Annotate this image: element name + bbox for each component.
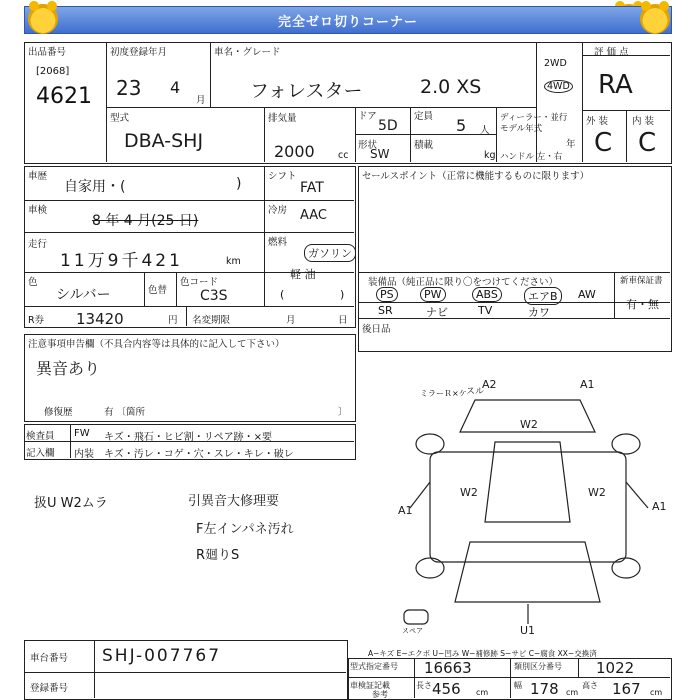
repair-yes: 有 〔箇所 xyxy=(104,407,146,418)
dealer-label: ディーラー・並行 xyxy=(500,113,568,123)
registration-year: 23 xyxy=(116,76,142,100)
warranty-label: 新車保証書 xyxy=(620,276,663,286)
class-value: 1022 xyxy=(596,659,635,677)
history-value: 自家用・( xyxy=(64,179,126,195)
equipment-aw: AW xyxy=(578,288,596,301)
registration-month: 4 xyxy=(170,78,181,97)
diagram-label-sul: スル xyxy=(466,387,485,397)
inspector-row2: キズ・汚レ・コゲ・穴・スレ・キレ・破レ xyxy=(104,449,294,460)
car-cabin xyxy=(485,442,570,522)
equipment-leather: カワ xyxy=(528,306,550,319)
displacement-value: 2000 xyxy=(274,142,315,161)
class-label: 類別区分番号 xyxy=(514,662,562,671)
car-body-outline xyxy=(430,452,626,562)
grade-label: 評 価 点 xyxy=(594,47,629,58)
dims-label: 車検証記載 xyxy=(350,681,390,690)
load-unit: kg xyxy=(484,150,496,161)
color-code-label: 色コード xyxy=(180,277,219,288)
header-title: 完全ゼロ切りコーナー xyxy=(277,14,418,30)
repair-close: 〕 xyxy=(338,407,348,418)
remark-left: 扱U W2ムラ xyxy=(34,496,108,511)
wheel-fl xyxy=(416,434,444,454)
width-unit: cm xyxy=(566,688,579,697)
handle-label: ハンドル 左・右 xyxy=(500,152,563,162)
diagram-label-w2-left: W2 xyxy=(460,486,478,499)
term-day: 日 xyxy=(338,315,348,326)
color-code: C3S xyxy=(200,288,228,304)
car-rear xyxy=(455,542,600,602)
mileage-label: 走行 xyxy=(28,239,48,250)
fuel-gasoline: ガソリン xyxy=(304,244,356,262)
height-unit: cm xyxy=(650,688,663,697)
displacement-label: 排気量 xyxy=(268,113,297,124)
type-designation-label: 型式指定番号 xyxy=(350,662,398,671)
inspector-label: 検査員 xyxy=(26,431,55,442)
notes-label: 注意事項申告欄（不具合内容等は具体的に記入して下さい） xyxy=(28,339,285,350)
shift-value: FAT xyxy=(300,180,324,196)
color-change-label: 色替 xyxy=(148,285,168,296)
equipment-pw: PW xyxy=(420,287,446,302)
equipment-navi: ナビ xyxy=(426,306,448,319)
inspector-row1: キズ・飛石・ヒビ割・リペア跡・×要 xyxy=(104,432,272,443)
notes-value: 異音あり xyxy=(36,359,101,378)
exterior-label: 外 装 xyxy=(586,116,609,127)
height-label: 高さ xyxy=(582,681,598,690)
lot-sub-number: [2068] xyxy=(36,66,70,77)
ac-label: 冷房 xyxy=(268,205,288,216)
remark-right-1: 引異音大修理要 xyxy=(188,494,280,509)
diagram-label-a1-top: A1 xyxy=(580,378,595,391)
equipment-ps: PS xyxy=(376,287,398,302)
tax-label: R券 xyxy=(28,315,45,326)
fuel-paren-open: ( xyxy=(280,288,285,301)
model-year-unit: 年 xyxy=(566,139,576,150)
diagram-label-u1: U1 xyxy=(520,624,536,637)
history-close: ) xyxy=(236,176,242,192)
registration-number-label: 登録番号 xyxy=(30,683,69,694)
type-designation-value: 16663 xyxy=(424,659,472,677)
spare-tire xyxy=(404,610,428,624)
wheel-rl xyxy=(416,558,444,578)
shape-value: SW xyxy=(370,147,390,161)
capacity-label: 定員 xyxy=(414,111,434,122)
diagram-label-spare: スペア xyxy=(402,627,423,635)
repair-label: 修復歴 xyxy=(44,407,73,418)
header-banner xyxy=(24,6,672,34)
arrow-right xyxy=(626,482,648,508)
interior-grade: C xyxy=(638,128,657,158)
diagram-label-w2-top: W2 xyxy=(520,418,538,431)
mascot-left-icon xyxy=(28,4,58,34)
capacity-value: 5 xyxy=(456,116,467,135)
model-value: DBA-SHJ xyxy=(124,130,204,152)
doors-value: 5D xyxy=(378,118,398,134)
fuel-diesel: 軽 油 xyxy=(290,268,316,281)
legend: A−キズ E−エクボ U−凹み W−補修跡 S−サビ C−腐食 XX−交換済 xyxy=(368,649,597,658)
length-value: 456 xyxy=(432,680,461,698)
diagram-label-a1-left: A1 xyxy=(398,504,413,517)
length-unit: cm xyxy=(476,688,489,697)
shape-label: 形状 xyxy=(358,140,378,151)
mascot-right-icon xyxy=(640,4,670,34)
term-month: 月 xyxy=(286,315,296,326)
color-value: シルバー xyxy=(56,287,111,303)
registration-month-unit: 月 xyxy=(196,95,206,106)
vehicle-label: 車名・グレード xyxy=(214,47,281,58)
remark-right-3: R廻りS xyxy=(196,548,240,563)
equipment-abs: ABS xyxy=(472,287,502,302)
width-value: 178 xyxy=(530,680,559,698)
lot-number: 4621 xyxy=(36,84,92,109)
remark-right-2: F左インパネ汚れ xyxy=(196,522,294,537)
tax-value: 13420 xyxy=(76,310,124,328)
model-label: 型式 xyxy=(110,113,130,124)
capacity-unit: 人 xyxy=(480,125,490,136)
diagram-label-a2: A2 xyxy=(482,378,497,391)
wheel-fr xyxy=(612,434,640,454)
exterior-grade: C xyxy=(594,128,613,158)
equipment-tv: TV xyxy=(478,304,493,317)
drive-4wd: 4WD xyxy=(544,80,573,93)
fuel-paren-close: ) xyxy=(340,288,345,301)
ac-value: AAC xyxy=(300,208,327,223)
car-damage-diagram xyxy=(390,372,670,632)
tax-unit: 円 xyxy=(168,315,178,326)
grade-score: RA xyxy=(598,70,633,100)
wheel-rr xyxy=(612,558,640,578)
arrow-left xyxy=(410,482,430,508)
vehicle-name: フォレスター xyxy=(250,80,363,102)
inspector-row1-prefix: FW xyxy=(74,428,90,439)
inspector-row2-label: 記入欄 xyxy=(26,448,55,459)
interior-label: 内 装 xyxy=(632,116,655,127)
warranty-value: 有・無 xyxy=(626,298,659,311)
width-label: 幅 xyxy=(514,681,522,690)
inspector-row2-prefix: 内装 xyxy=(74,449,94,460)
equipment-label: 装備品（純正品に限り〇をつけてください） xyxy=(368,277,559,288)
vehicle-grade: 2.0 XS xyxy=(420,76,482,98)
height-value: 167 xyxy=(612,680,641,698)
diagram-label-w2-right: W2 xyxy=(588,486,606,499)
chassis-value: SHJ-007767 xyxy=(102,646,222,666)
diagram-label-a1-right: A1 xyxy=(652,500,667,513)
diagram-mirror-label: ミラーＲ×ケ xyxy=(420,389,467,398)
inspection-value: 8 年 4 月(25 日) xyxy=(92,213,199,229)
history-label: 車歴 xyxy=(28,171,48,182)
sales-points-label: セールスポイント（正常に機能するものに限ります） xyxy=(362,171,590,182)
registration-label: 初度登録年月 xyxy=(110,47,168,58)
term-label: 名変期限 xyxy=(192,315,231,326)
doors-label: ドア xyxy=(358,111,377,122)
dims-sub: 参考 xyxy=(372,690,388,699)
load-label: 積載 xyxy=(414,140,434,151)
fuel-label: 燃料 xyxy=(268,237,288,248)
inspection-label: 車検 xyxy=(28,205,48,216)
form-middle-right xyxy=(358,166,672,352)
equipment-airbag: エアB xyxy=(524,287,562,305)
color-label: 色 xyxy=(28,277,38,288)
rear-seat-label: 後日品 xyxy=(362,324,391,335)
shift-label: シフト xyxy=(268,171,297,182)
model-year-label: モデル年式 xyxy=(500,124,543,134)
mileage-unit: km xyxy=(226,256,241,267)
mileage-value: 11万9千421 xyxy=(60,251,183,271)
drive-2wd: 2WD xyxy=(544,58,567,69)
equipment-sr: SR xyxy=(378,304,393,317)
length-label: 長さ xyxy=(416,681,432,690)
chassis-label: 車台番号 xyxy=(30,653,69,664)
lot-label: 出品番号 xyxy=(28,47,67,58)
displacement-unit: cc xyxy=(338,150,349,161)
